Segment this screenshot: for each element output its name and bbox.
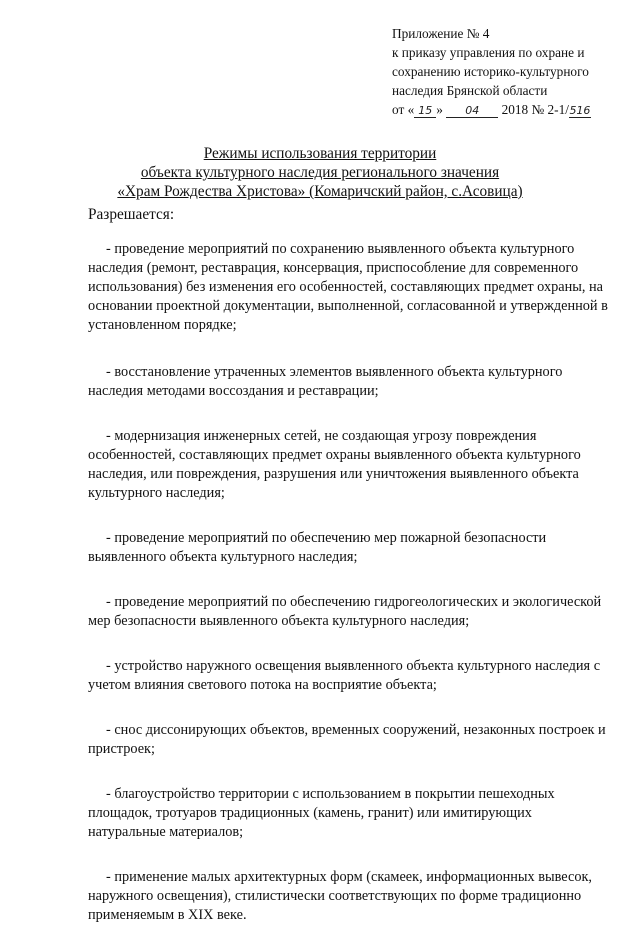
list-item: - благоустройство территории с использованием в покрытии пешеходных площадок, тротуаров традиционных (камень, гранит) или имитирующих натуральные материалов; [88, 786, 555, 840]
list-item: - модернизация инженерных сетей, не создающая угрозу повреждения особенностей, составляющих предмет охраны выявленного объекта культурного наследия, или повреждения, разрушения или уничтожения выявленного объекта культурного наследия; [88, 428, 581, 501]
list-item: - снос диссонирующих объектов, временных сооружений, незаконных построек и пристроек; [88, 722, 606, 757]
date-prefix: от « [392, 102, 415, 117]
appendix-title: Приложение № 4 [392, 26, 490, 41]
list-item: - проведение мероприятий по обеспечению гидрогеологических и экологической мер безопасности выявленного объекта культурного наследия; [88, 594, 602, 629]
list-item: - восстановление утраченных элементов выявленного объекта культурного наследия методами воссоздания и реставрации; [88, 364, 563, 399]
appendix-region-line: наследия Брянской области [392, 83, 548, 98]
date-mid: » [436, 102, 443, 117]
allowed-items-list [88, 240, 608, 925]
list-item: - проведение мероприятий по обеспечению мер пожарной безопасности выявленного объекта культурного наследия; [88, 530, 547, 565]
list-item: - применение малых архитектурных форм (скамеек, информационных вывесок, наружного освещения), стилистически соответствующих по форме традиционно применяемым в XIX веке. [88, 869, 593, 923]
allowed-heading: Разрешается: [88, 206, 175, 223]
title-line-2: объекта культурного наследия регионального значения [140, 164, 500, 181]
appendix-date-line [392, 100, 591, 119]
appendix-order-line: к приказу управления по охране и [392, 45, 585, 60]
title-line-1: Режимы использования территории [203, 145, 437, 162]
appendix-department-line: сохранению историко-культурного [392, 64, 589, 79]
title-line-3: «Храм Рождества Христова» (Комаричский район, с.Асовица) [117, 183, 523, 200]
handwritten-month: 04 [446, 104, 498, 118]
list-item: - устройство наружного освещения выявленного объекта культурного наследия с учетом влияния светового потока на восприятие объекта; [88, 658, 601, 693]
list-item: - проведение мероприятий по сохранению выявленного объекта культурного наследия (ремонт, реставрация, консервация, приспособление для современного использования) без изменения его особенностей, составляющих предмет охраны, на основании проектной документации, выполненной, согласованной и утвержденной в установленном порядке; [88, 241, 608, 333]
document-title [0, 144, 640, 201]
handwritten-day: 15 [414, 104, 436, 118]
appendix-block [392, 24, 591, 119]
handwritten-order-number: 516 [569, 104, 591, 117]
date-suffix: 2018 № 2-1/ [501, 102, 569, 117]
